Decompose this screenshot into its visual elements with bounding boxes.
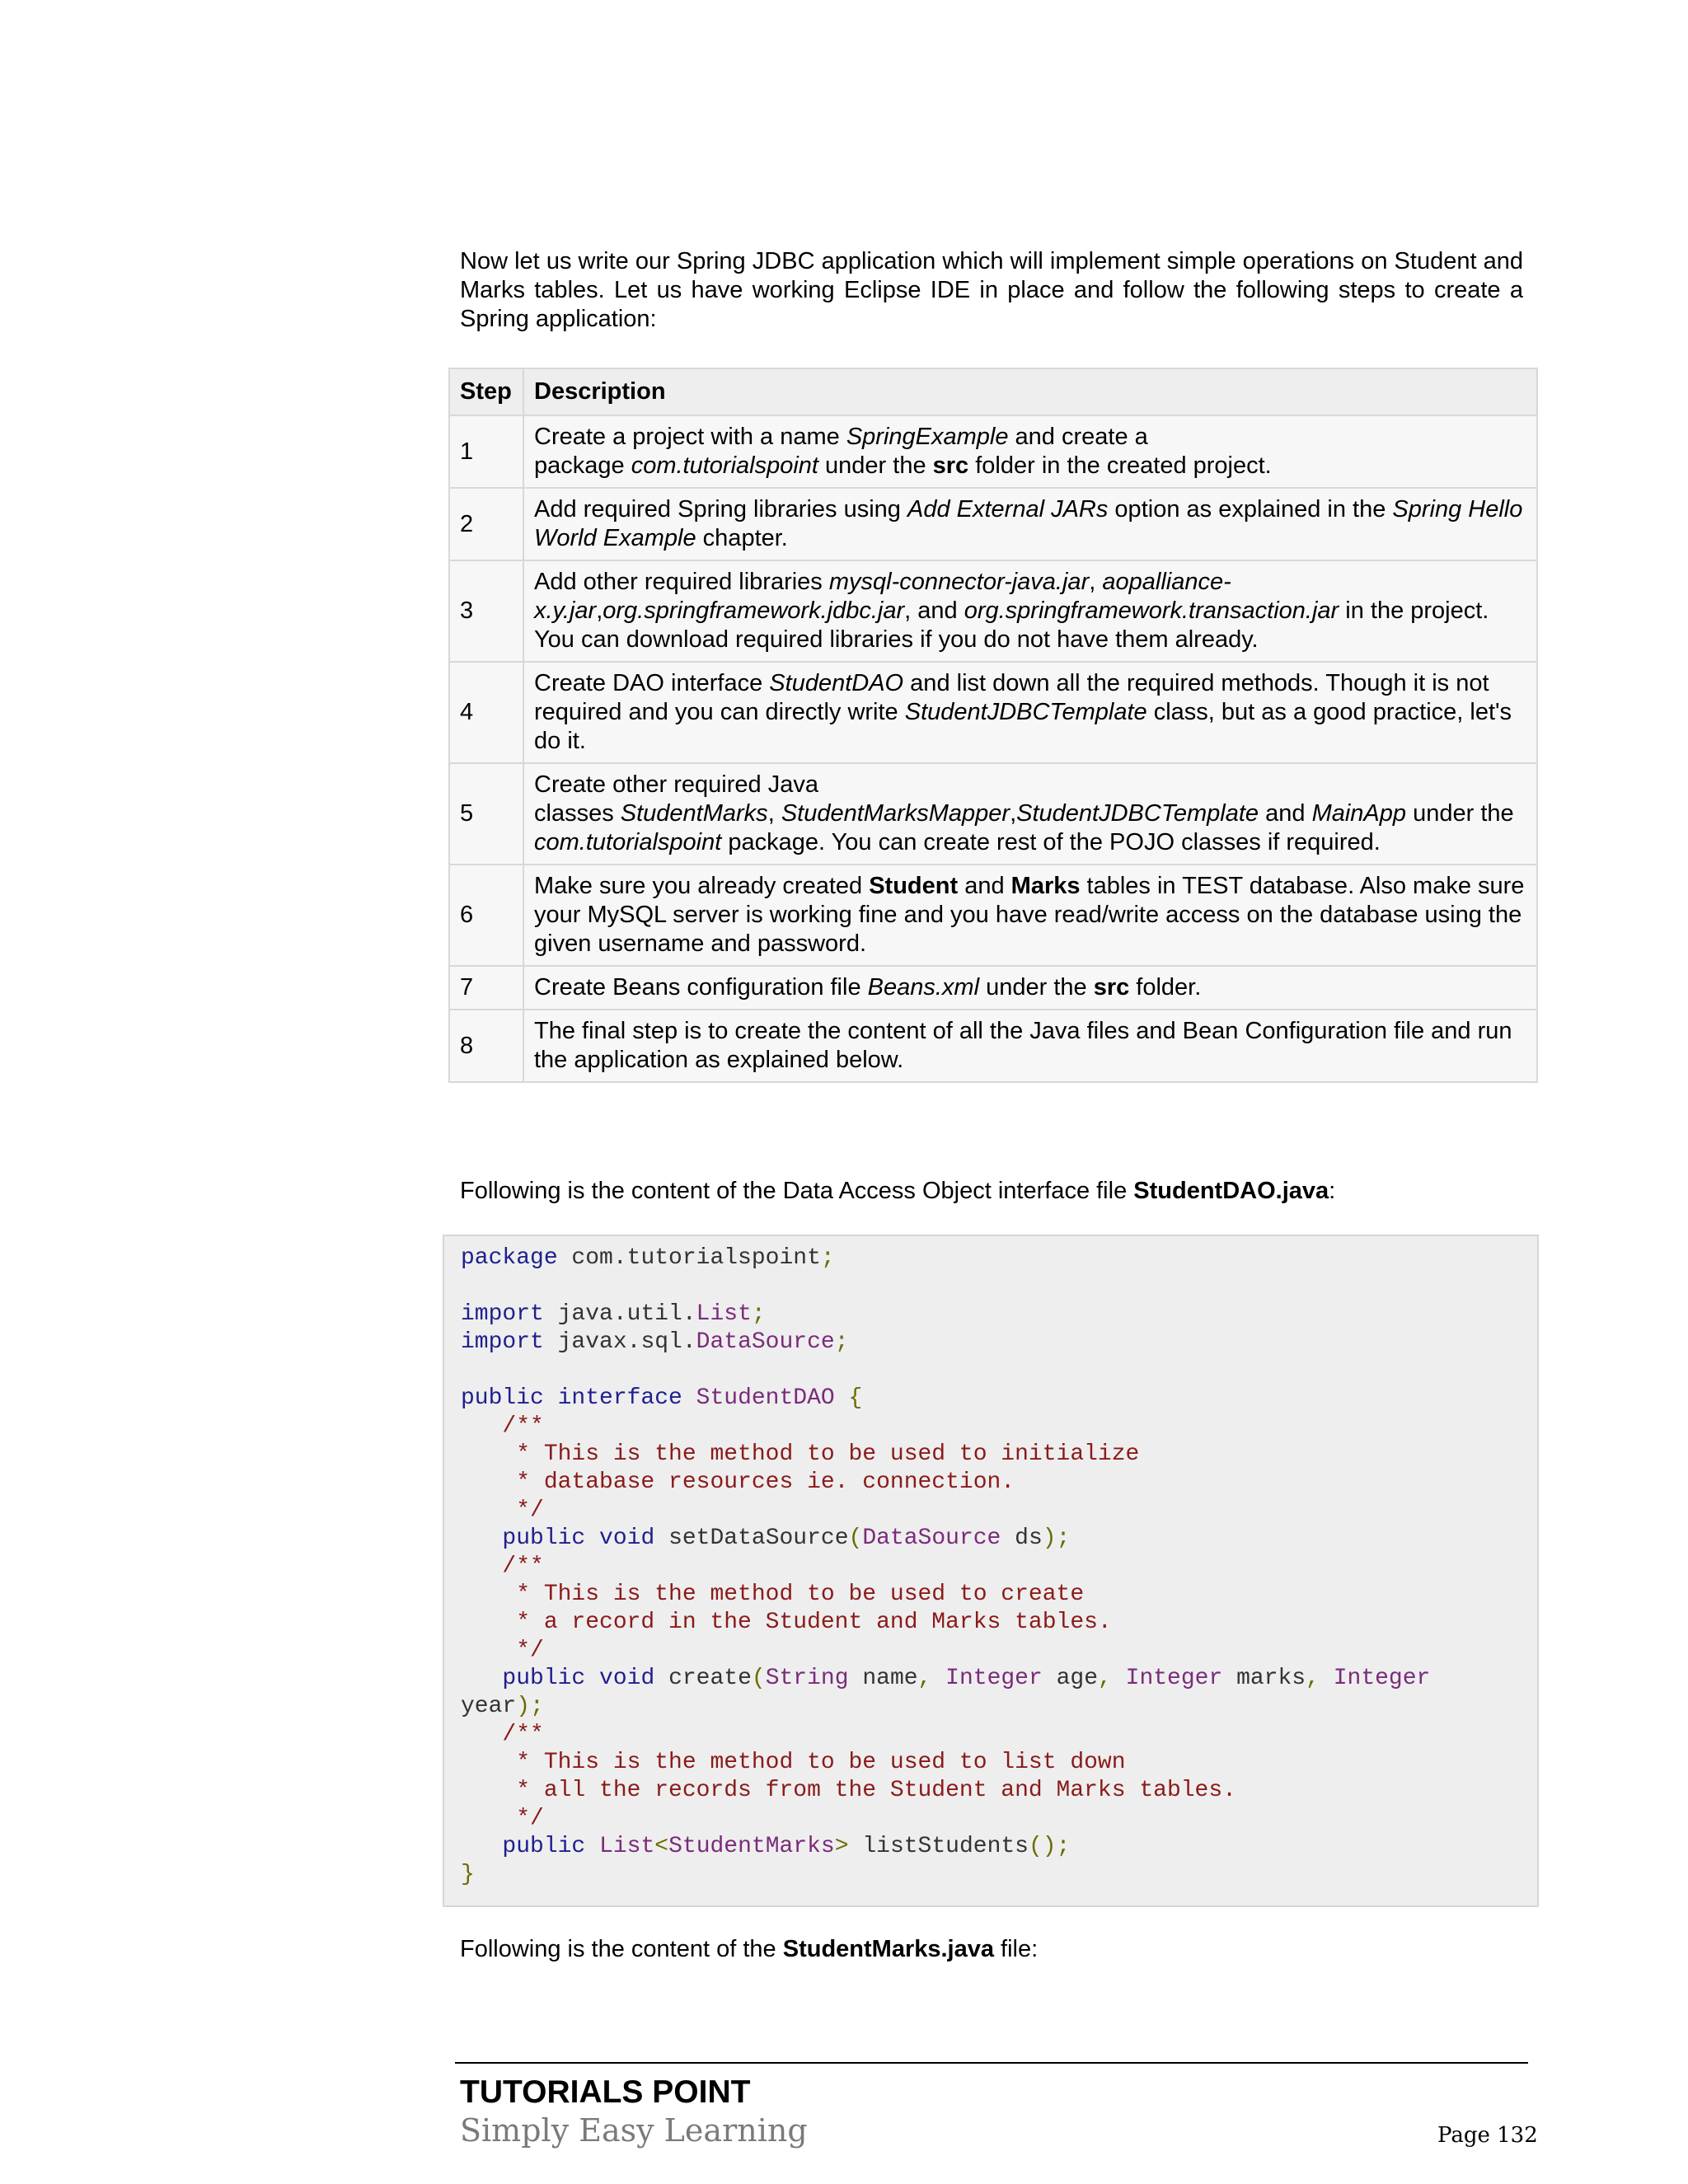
step-number: 2	[449, 488, 523, 560]
code-token: public void	[502, 1666, 655, 1691]
description-fragment: , and	[904, 598, 964, 624]
code-token: package	[461, 1245, 558, 1271]
step-description	[523, 966, 1537, 1010]
code-token: public	[502, 1834, 586, 1859]
code-token: StudentDAO	[696, 1385, 835, 1411]
code-token: String	[765, 1666, 849, 1691]
description-fragment: Create a project with a name	[534, 424, 846, 450]
code-token: (	[848, 1526, 863, 1551]
step-description	[523, 662, 1537, 763]
description-fragment: folder.	[1129, 974, 1202, 1001]
table-row	[449, 662, 1537, 763]
code-token: Integer	[1333, 1666, 1431, 1691]
table-row	[449, 1010, 1537, 1082]
code-line	[461, 1245, 835, 1271]
code-line	[461, 1806, 544, 1831]
description-fragment: and	[1259, 800, 1312, 827]
description-fragment: and create a	[1008, 424, 1148, 450]
step-number: 3	[449, 560, 523, 662]
step-description	[523, 560, 1537, 662]
code-line	[461, 1610, 1112, 1635]
code-token: Integer	[945, 1666, 1043, 1691]
code-token: /**	[461, 1413, 544, 1439]
code-token: java.util.	[543, 1301, 696, 1327]
step-number: 4	[449, 662, 523, 763]
code-token: * all the records from the Student and Marks tables.	[461, 1778, 1236, 1803]
description-fragment: mysql-connector-java.jar	[828, 569, 1090, 595]
following-marks-text	[460, 1935, 1038, 1964]
following-dao-text	[460, 1177, 1335, 1206]
code-line	[461, 1834, 1070, 1859]
code-line	[461, 1497, 544, 1523]
code-token: * This is the method to be used to initialize	[461, 1441, 1140, 1467]
description-fragment: Create other required Java	[534, 771, 818, 798]
description-fragment: ,	[1010, 800, 1017, 827]
description-fragment: Create Beans configuration file	[534, 974, 868, 1001]
code-token: age	[1042, 1666, 1099, 1691]
steps-body	[449, 415, 1537, 1082]
step-number: 7	[449, 966, 523, 1010]
code-line	[461, 1638, 544, 1663]
description-fragment: Spring Hello World Example	[534, 496, 1523, 551]
step-description	[523, 763, 1537, 865]
footer-tagline: Simply Easy Learning	[460, 2112, 808, 2149]
code-token: /**	[461, 1554, 544, 1579]
code-token: ,	[1098, 1666, 1112, 1691]
code-token	[461, 1666, 502, 1691]
code-token: import	[461, 1329, 544, 1355]
description-fragment: classes	[534, 800, 621, 827]
code-line	[461, 1441, 1139, 1467]
table-header-row	[449, 368, 1537, 415]
description-fragment: Create DAO interface	[534, 670, 770, 696]
description-fragment: under the	[1406, 800, 1514, 827]
code-block	[443, 1235, 1539, 1907]
description-fragment: package	[534, 452, 631, 479]
code-token: setDataSource	[654, 1526, 849, 1551]
description-fragment: Marks	[1010, 873, 1081, 899]
description-fragment: com.tutorialspoint	[534, 829, 722, 855]
code-token	[1112, 1666, 1126, 1691]
description-fragment: under the	[979, 974, 1094, 1001]
description-fragment: chapter.	[696, 525, 788, 551]
code-token: <	[654, 1834, 669, 1859]
description-fragment: Add required Spring libraries using	[534, 496, 907, 523]
following-marks-pre: Following is the content of the	[460, 1936, 783, 1962]
table-row	[449, 560, 1537, 662]
code-token: javax.sql.	[543, 1329, 696, 1355]
following-dao-file: StudentDAO.java	[1133, 1178, 1329, 1204]
code-token: (	[751, 1666, 766, 1691]
code-token	[585, 1834, 599, 1859]
description-fragment: MainApp	[1311, 800, 1407, 827]
code-line	[461, 1666, 1430, 1691]
table-row	[449, 415, 1537, 488]
code-line	[461, 1301, 766, 1327]
description-fragment: and	[958, 873, 1011, 899]
code-token: ();	[1028, 1834, 1071, 1859]
description-fragment: src	[1093, 974, 1130, 1001]
table-row	[449, 966, 1537, 1010]
code-token: List	[599, 1834, 655, 1859]
code-line	[461, 1329, 849, 1355]
description-fragment: StudentJDBCTemplate	[904, 699, 1147, 725]
code-line	[461, 1750, 1126, 1775]
code-token: * database resources ie. connection.	[461, 1469, 1015, 1495]
step-number: 1	[449, 415, 523, 488]
header-description: Description	[523, 368, 1537, 415]
code-token: List	[696, 1301, 752, 1327]
code-token: >	[834, 1834, 849, 1859]
code-token: /**	[461, 1722, 544, 1747]
description-fragment: class, but as a good practice, let's do it.	[534, 699, 1512, 754]
code-token: */	[461, 1638, 544, 1663]
code-token: {	[848, 1385, 863, 1411]
code-token: ;	[820, 1245, 835, 1271]
description-fragment: Student	[869, 873, 959, 899]
code-token: import	[461, 1301, 544, 1327]
description-fragment: aopalliance-x.y.jar	[534, 569, 1231, 624]
code-token: * This is the method to be used to list down	[461, 1750, 1126, 1775]
code-token: */	[461, 1806, 544, 1831]
code-token: public void	[502, 1526, 655, 1551]
code-token: */	[461, 1497, 544, 1523]
step-number: 6	[449, 865, 523, 966]
description-fragment: org.springframework.jdbc.jar	[603, 598, 905, 624]
page-number: Page 132	[1437, 2123, 1538, 2148]
code-token: DataSource	[696, 1329, 835, 1355]
following-marks-post: file:	[994, 1936, 1039, 1962]
description-fragment: Add other required libraries	[534, 569, 829, 595]
code-token: * a record in the Student and Marks tables.	[461, 1610, 1112, 1635]
step-number: 8	[449, 1010, 523, 1082]
code-token: listStudents	[848, 1834, 1029, 1859]
description-fragment: Make sure you already created	[534, 873, 870, 899]
code-token: public interface	[461, 1385, 682, 1411]
intro-paragraph: Now let us write our Spring JDBC application which will implement simple operations on Student and Marks tables. Let us have working Eclipse IDE in place and follow the following steps to create a Spring application:	[460, 248, 1523, 332]
code-line	[461, 1694, 544, 1719]
code-token	[1320, 1666, 1334, 1691]
description-fragment: option as explained in the	[1108, 496, 1393, 523]
description-fragment: ,	[596, 598, 603, 624]
code-line	[461, 1413, 544, 1439]
description-fragment: StudentJDBCTemplate	[1016, 800, 1259, 827]
step-number: 5	[449, 763, 523, 865]
code-token: name	[848, 1666, 918, 1691]
description-fragment: The final step is to create the content of all the Java files and Bean Configuration file and run the application as explained below.	[534, 1018, 1512, 1073]
description-fragment: src	[932, 452, 969, 479]
description-fragment: folder in the created project.	[968, 452, 1272, 479]
code-line	[461, 1554, 544, 1579]
code-token: ds	[1001, 1526, 1043, 1551]
code-line	[461, 1385, 862, 1411]
code-token: );	[1042, 1526, 1071, 1551]
code-line	[461, 1862, 475, 1887]
description-fragment: under the	[818, 452, 933, 479]
code-token	[835, 1385, 849, 1411]
code-token: DataSource	[862, 1526, 1001, 1551]
code-token: * This is the method to be used to create	[461, 1582, 1085, 1607]
step-description	[523, 488, 1537, 560]
description-fragment: StudentMarks	[620, 800, 768, 827]
step-description	[523, 415, 1537, 488]
description-fragment: StudentMarksMapper	[781, 800, 1010, 827]
code-token: ,	[1306, 1666, 1320, 1691]
table-row	[449, 763, 1537, 865]
code-token	[461, 1526, 502, 1551]
code-line	[461, 1722, 544, 1747]
table-row	[449, 865, 1537, 966]
header-step: Step	[449, 368, 523, 415]
code-token: marks	[1222, 1666, 1306, 1691]
description-fragment: com.tutorialspoint	[631, 452, 818, 479]
code-token: ,	[917, 1666, 932, 1691]
following-dao-pre: Following is the content of the Data Access Object interface file	[460, 1178, 1134, 1204]
step-description	[523, 1010, 1537, 1082]
steps-table	[448, 368, 1538, 1083]
description-fragment: org.springframework.transaction.jar	[964, 598, 1339, 624]
description-fragment: tables in TEST database. Also make sure your MySQL server is working fine and you have read/write access on the database using the given username and password.	[534, 873, 1525, 957]
code-token: StudentMarks	[668, 1834, 835, 1859]
code-token: ;	[751, 1301, 766, 1327]
code-token: );	[516, 1694, 544, 1719]
code-token	[461, 1834, 502, 1859]
description-fragment: SpringExample	[846, 424, 1009, 450]
code-line	[461, 1582, 1084, 1607]
description-fragment: package. You can create rest of the POJO classes if required.	[721, 829, 1381, 855]
description-fragment: StudentDAO	[769, 670, 904, 696]
code-token	[931, 1666, 945, 1691]
description-fragment: Add External JARs	[907, 496, 1109, 523]
code-token: year	[461, 1694, 517, 1719]
following-dao-post: :	[1329, 1178, 1336, 1204]
code-line	[461, 1526, 1070, 1551]
description-fragment: ,	[1089, 569, 1103, 595]
description-fragment: and list down all the required methods. Though it is not required and you can directly write	[534, 670, 1489, 725]
footer-divider	[455, 2062, 1528, 2064]
code-token: com.tutorialspoint	[557, 1245, 821, 1271]
description-fragment: in the project. You can download required libraries if you do not have them already.	[534, 598, 1489, 653]
code-token: }	[461, 1862, 475, 1887]
footer-brand: TUTORIALS POINT	[460, 2074, 751, 2110]
following-marks-file: StudentMarks.java	[782, 1936, 994, 1962]
code-line	[461, 1469, 1015, 1495]
code-token: create	[654, 1666, 752, 1691]
step-description	[523, 865, 1537, 966]
code-token: ;	[834, 1329, 849, 1355]
code-token	[682, 1385, 696, 1411]
description-fragment: Beans.xml	[867, 974, 980, 1001]
code-line	[461, 1778, 1236, 1803]
table-row	[449, 488, 1537, 560]
code-token: Integer	[1125, 1666, 1223, 1691]
description-fragment: ,	[767, 800, 781, 827]
